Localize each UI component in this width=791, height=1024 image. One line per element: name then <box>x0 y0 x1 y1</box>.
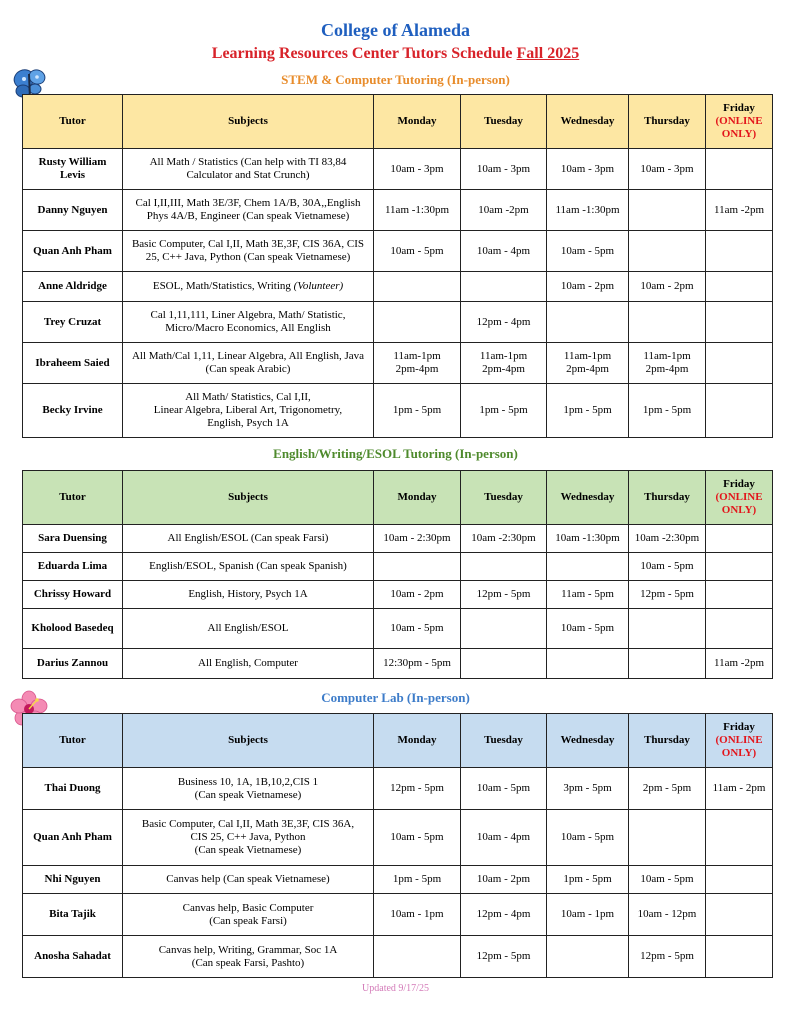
col-friday-online-note: (ONLINE ONLY) <box>715 491 763 516</box>
subjects-text: ESOL, Math/Statistics, Writing <box>152 280 294 292</box>
col-thursday: Thursday <box>629 471 706 525</box>
monday-cell: 10am - 1pm <box>374 894 461 936</box>
thursday-cell: 12pm - 5pm <box>629 581 706 609</box>
table-row <box>23 649 773 679</box>
wednesday-cell: 10am - 5pm <box>547 609 629 649</box>
tutor-name: Quan Anh Pham <box>23 231 123 272</box>
friday-cell: 11am -2pm <box>706 190 773 231</box>
english-section-title <box>0 446 791 462</box>
wednesday-cell: 1pm - 5pm <box>547 866 629 894</box>
wednesday-cell: 10am - 5pm <box>547 231 629 272</box>
table-row <box>23 302 773 343</box>
col-tuesday: Tuesday <box>461 714 547 768</box>
table-row <box>23 553 773 581</box>
friday-cell <box>706 866 773 894</box>
col-wednesday: Wednesday <box>547 471 629 525</box>
wednesday-cell <box>547 649 629 679</box>
tuesday-cell <box>461 609 547 649</box>
col-subjects: Subjects <box>123 714 374 768</box>
col-tuesday: Tuesday <box>461 471 547 525</box>
tutor-name: Bita Tajik <box>23 894 123 936</box>
english-section-title-text: English/Writing/ESOL Tutoring (In-person) <box>273 446 518 461</box>
wednesday-cell: 10am - 3pm <box>547 149 629 190</box>
wednesday-cell: 11am-1pm 2pm-4pm <box>547 343 629 384</box>
tuesday-cell: 12pm - 5pm <box>461 936 547 978</box>
friday-cell <box>706 810 773 866</box>
tuesday-cell: 10am -2pm <box>461 190 547 231</box>
monday-cell: 10am - 3pm <box>374 149 461 190</box>
monday-cell: 10am - 2pm <box>374 581 461 609</box>
tutor-name: Anne Aldridge <box>23 272 123 302</box>
subjects-cell: English/ESOL, Spanish (Can speak Spanish) <box>123 553 374 581</box>
wednesday-cell: 10am - 2pm <box>547 272 629 302</box>
table-row <box>23 231 773 272</box>
wednesday-cell: 10am - 1pm <box>547 894 629 936</box>
thursday-cell: 2pm - 5pm <box>629 768 706 810</box>
friday-cell <box>706 525 773 553</box>
table-row <box>23 768 773 810</box>
col-monday: Monday <box>374 95 461 149</box>
monday-cell: 12pm - 5pm <box>374 768 461 810</box>
monday-cell: 11am-1pm 2pm-4pm <box>374 343 461 384</box>
table-row <box>23 149 773 190</box>
friday-cell: 11am -2pm <box>706 649 773 679</box>
tuesday-cell: 10am - 2pm <box>461 866 547 894</box>
col-wednesday: Wednesday <box>547 95 629 149</box>
monday-cell: 10am - 2:30pm <box>374 525 461 553</box>
table-row <box>23 384 773 438</box>
lab-section-title <box>0 690 791 706</box>
subjects-cell <box>123 272 374 302</box>
schedule-title <box>0 45 791 63</box>
table-row <box>23 894 773 936</box>
monday-cell: 1pm - 5pm <box>374 384 461 438</box>
table-row <box>23 581 773 609</box>
col-friday-online-note: (ONLINE ONLY) <box>715 115 763 140</box>
tutor-name: Danny Nguyen <box>23 190 123 231</box>
table-row <box>23 343 773 384</box>
col-tuesday: Tuesday <box>461 95 547 149</box>
thursday-cell: 10am - 5pm <box>629 866 706 894</box>
tuesday-cell: 11am-1pm 2pm-4pm <box>461 343 547 384</box>
tutor-name: Darius Zannou <box>23 649 123 679</box>
subjects-cell: English, History, Psych 1A <box>123 581 374 609</box>
stem-section-title-text: STEM & Computer Tutoring (In-person) <box>281 72 510 87</box>
tuesday-cell: 12pm - 4pm <box>461 894 547 936</box>
lab-section-title-text: Computer Lab (In-person) <box>321 690 470 705</box>
col-tutor: Tutor <box>23 714 123 768</box>
tuesday-cell <box>461 272 547 302</box>
subjects-cell: All Math/ Statistics, Cal I,II, Linear Algebra, Liberal Art, Trigonometry, English, Psych 1A <box>123 384 374 438</box>
col-friday-online-note: (ONLINE ONLY) <box>715 734 763 759</box>
schedule-title-text: Learning Resources Center Tutors Schedule <box>211 45 517 62</box>
english-header-row <box>23 471 773 525</box>
subjects-cell: Canvas help, Basic Computer (Can speak Farsi) <box>123 894 374 936</box>
wednesday-cell: 3pm - 5pm <box>547 768 629 810</box>
wednesday-cell <box>547 553 629 581</box>
stem-schedule-table <box>22 94 773 438</box>
friday-cell <box>706 581 773 609</box>
friday-cell <box>706 894 773 936</box>
col-friday-label: Friday <box>723 721 755 733</box>
tutor-name: Trey Cruzat <box>23 302 123 343</box>
monday-cell: 10am - 5pm <box>374 231 461 272</box>
wednesday-cell: 10am - 5pm <box>547 810 629 866</box>
col-thursday: Thursday <box>629 714 706 768</box>
subjects-cell: Canvas help, Writing, Grammar, Soc 1A (Can speak Farsi, Pashto) <box>123 936 374 978</box>
monday-cell <box>374 553 461 581</box>
schedule-term: Fall 2025 <box>516 45 580 62</box>
col-monday: Monday <box>374 714 461 768</box>
lab-header-row <box>23 714 773 768</box>
friday-cell <box>706 272 773 302</box>
col-friday-label: Friday <box>723 102 755 114</box>
wednesday-cell: 11am -1:30pm <box>547 190 629 231</box>
thursday-cell: 10am - 3pm <box>629 149 706 190</box>
volunteer-note: (Volunteer) <box>293 280 344 292</box>
english-schedule-table <box>22 470 773 679</box>
monday-cell: 10am - 5pm <box>374 810 461 866</box>
tuesday-cell <box>461 553 547 581</box>
table-row <box>23 936 773 978</box>
thursday-cell <box>629 649 706 679</box>
table-row <box>23 190 773 231</box>
col-wednesday: Wednesday <box>547 714 629 768</box>
tuesday-cell: 12pm - 5pm <box>461 581 547 609</box>
tuesday-cell: 12pm - 4pm <box>461 302 547 343</box>
table-row <box>23 810 773 866</box>
tutor-name: Eduarda Lima <box>23 553 123 581</box>
subjects-cell: All English/ESOL <box>123 609 374 649</box>
monday-cell: 12:30pm - 5pm <box>374 649 461 679</box>
subjects-cell: Basic Computer, Cal I,II, Math 3E,3F, CIS 36A, CIS 25, C++ Java, Python (Can speak Vietnamese) <box>123 231 374 272</box>
wednesday-cell: 11am - 5pm <box>547 581 629 609</box>
stem-header-row <box>23 95 773 149</box>
friday-cell <box>706 343 773 384</box>
thursday-cell: 10am -2:30pm <box>629 525 706 553</box>
tutor-name: Becky Irvine <box>23 384 123 438</box>
tuesday-cell: 10am - 5pm <box>461 768 547 810</box>
thursday-cell <box>629 231 706 272</box>
tutor-name: Ibraheem Saied <box>23 343 123 384</box>
col-subjects: Subjects <box>123 471 374 525</box>
friday-cell <box>706 302 773 343</box>
updated-date: Updated 9/17/25 <box>362 983 429 994</box>
col-monday: Monday <box>374 471 461 525</box>
friday-cell <box>706 553 773 581</box>
tutor-name: Thai Duong <box>23 768 123 810</box>
subjects-cell: All Math / Statistics (Can help with TI 83,84 Calculator and Stat Crunch) <box>123 149 374 190</box>
table-row <box>23 866 773 894</box>
thursday-cell <box>629 609 706 649</box>
wednesday-cell <box>547 302 629 343</box>
thursday-cell: 1pm - 5pm <box>629 384 706 438</box>
table-row <box>23 609 773 649</box>
friday-cell <box>706 609 773 649</box>
col-subjects: Subjects <box>123 95 374 149</box>
tutor-name: Chrissy Howard <box>23 581 123 609</box>
monday-cell: 11am -1:30pm <box>374 190 461 231</box>
friday-cell <box>706 384 773 438</box>
thursday-cell: 10am - 12pm <box>629 894 706 936</box>
monday-cell: 1pm - 5pm <box>374 866 461 894</box>
col-friday <box>706 95 773 149</box>
tuesday-cell: 10am -2:30pm <box>461 525 547 553</box>
tutor-name: Kholood Basedeq <box>23 609 123 649</box>
friday-cell <box>706 149 773 190</box>
tuesday-cell: 10am - 4pm <box>461 231 547 272</box>
subjects-cell: Canvas help (Can speak Vietnamese) <box>123 866 374 894</box>
stem-section-title <box>0 72 791 88</box>
tuesday-cell: 10am - 3pm <box>461 149 547 190</box>
subjects-cell: Cal I,II,III, Math 3E/3F, Chem 1A/B, 30A,,English Phys 4A/B, Engineer (Can speak Vietnamese) <box>123 190 374 231</box>
subjects-cell: All English, Computer <box>123 649 374 679</box>
wednesday-cell: 1pm - 5pm <box>547 384 629 438</box>
thursday-cell: 10am - 2pm <box>629 272 706 302</box>
subjects-cell: Business 10, 1A, 1B,10,2,CIS 1 (Can speak Vietnamese) <box>123 768 374 810</box>
thursday-cell <box>629 810 706 866</box>
table-row <box>23 525 773 553</box>
thursday-cell: 10am - 5pm <box>629 553 706 581</box>
tutor-name: Anosha Sahadat <box>23 936 123 978</box>
col-thursday: Thursday <box>629 95 706 149</box>
subjects-cell: All English/ESOL (Can speak Farsi) <box>123 525 374 553</box>
friday-cell <box>706 936 773 978</box>
col-friday <box>706 471 773 525</box>
friday-cell <box>706 231 773 272</box>
tutor-name: Nhi Nguyen <box>23 866 123 894</box>
col-friday-label: Friday <box>723 478 755 490</box>
monday-cell <box>374 936 461 978</box>
tutor-name: Sara Duensing <box>23 525 123 553</box>
subjects-cell: Basic Computer, Cal I,II, Math 3E,3F, CIS 36A, CIS 25, C++ Java, Python (Can speak Vietnamese) <box>123 810 374 866</box>
thursday-cell <box>629 190 706 231</box>
wednesday-cell: 10am -1:30pm <box>547 525 629 553</box>
subjects-cell: Cal 1,11,111, Liner Algebra, Math/ Statistic, Micro/Macro Economics, All English <box>123 302 374 343</box>
col-tutor: Tutor <box>23 471 123 525</box>
tuesday-cell: 1pm - 5pm <box>461 384 547 438</box>
tutor-name: Rusty William Levis <box>23 149 123 190</box>
thursday-cell <box>629 302 706 343</box>
table-row <box>23 272 773 302</box>
monday-cell: 10am - 5pm <box>374 609 461 649</box>
friday-cell: 11am - 2pm <box>706 768 773 810</box>
college-title: College of Alameda <box>321 20 470 40</box>
col-tutor: Tutor <box>23 95 123 149</box>
thursday-cell: 12pm - 5pm <box>629 936 706 978</box>
monday-cell <box>374 272 461 302</box>
monday-cell <box>374 302 461 343</box>
subjects-cell: All Math/Cal 1,11, Linear Algebra, All English, Java (Can speak Arabic) <box>123 343 374 384</box>
wednesday-cell <box>547 936 629 978</box>
tuesday-cell: 10am - 4pm <box>461 810 547 866</box>
tuesday-cell <box>461 649 547 679</box>
thursday-cell: 11am-1pm 2pm-4pm <box>629 343 706 384</box>
lab-schedule-table <box>22 713 773 978</box>
col-friday <box>706 714 773 768</box>
tutor-name: Quan Anh Pham <box>23 810 123 866</box>
